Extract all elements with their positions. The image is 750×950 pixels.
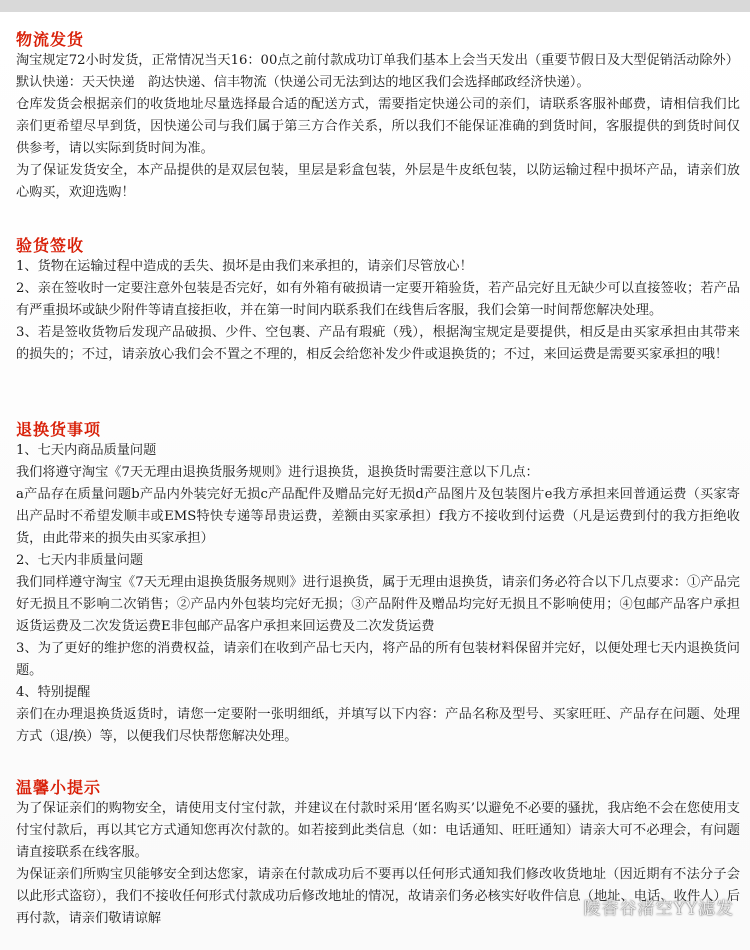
section-inspection (16, 236, 740, 366)
tips-paragraph-1: 为了保证亲们的购物安全，请使用支付宝付款，并建议在付款时采用‘匿名购买’以避免不必要的骚扰，我店绝不会在您使用支付宝付款后，再以其它方式通知您再次付款的。如若接到此类信息（如：电话通知、旺旺通知）请亲大可不必理会，有问题请直接联系在线客服。 (16, 801, 740, 860)
returns-item-1-title: 1、七天内商品质量问题 (16, 443, 157, 458)
inspection-paragraph-1: 1、货物在运输过程中造成的丢失、损坏是由我们来承担的，请亲们尽管放心！ (16, 259, 473, 274)
shipping-heading: 物流发货 (16, 30, 85, 49)
shop-policy-sheet (0, 12, 750, 950)
returns-item-4-details: 亲们在办理退换货返货时，请您一定要附一张明细纸，并填写以下内容：产品名称及型号、买家旺旺、产品存在问题、处理方式（退/换）等，以便我们尽快帮您解决处理。 (16, 707, 740, 744)
top-border-bar (0, 0, 750, 12)
inspection-heading: 验货签收 (16, 236, 85, 255)
tips-paragraph-2: 为保证亲们所购宝贝能够安全到达您家，请亲在付款成功后不要再以任何形式通知我们修改收货地址（因近期有不法分子会以此形式盗窃），我们不接收任何形式付款成功后修改地址的情况，故请亲们务必核实好收件信息（地址、电话、收件人）后再付款，请亲们敬请谅解 (16, 867, 740, 926)
shipping-paragraph-4: 为了保证发货安全，本产品提供的是双层包装，里层是彩盒包装，外层是牛皮纸包装，以防运输过程中损坏产品，请亲们放心购买，欢迎选购！ (16, 163, 740, 200)
returns-item-4-title: 4、特别提醒 (16, 685, 91, 700)
watermark-text: 陵香谷渚空YY滤发 (583, 899, 734, 919)
inspection-paragraph-2: 2、亲在签收时一定要注意外包装是否完好，如有外箱有破损请一定要开箱验货，若产品完好且无缺少可以直接签收；若产品有严重损坏或缺少附件等请直接拒收，并在第一时间内联系我们在线售后客服，我们会第一时间帮您解决处理。 (16, 281, 740, 318)
section-shipping (16, 30, 740, 204)
tips-heading: 温馨小提示 (16, 778, 102, 797)
shipping-paragraph-3: 仓库发货会根据亲们的收货地址尽量选择最合适的配送方式，需要指定快递公司的亲们，请联系客服补邮费，请相信我们比亲们更希望尽早到货，因快递公司与我们属于第三方合作关系，所以我们不能保证准确的到货时间，客服提供的到货时间仅供参考，请以实际到货时间为准。 (16, 97, 740, 156)
returns-item-1-intro: 我们将遵守淘宝《7天无理由退换货服务规则》进行退换货，退换货时需要注意以下几点： (16, 465, 539, 480)
returns-item-2-details: 我们同样遵守淘宝《7天无理由退换货服务规则》进行退换货，属于无理由退换货，请亲们务必符合以下几点要求：①产品完好无损且不影响二次销售；②产品内外包装均完好无损；③产品附件及赠品均完好无损且不影响使用；④包邮产品客户承担返货运费及二次发货运费E非包邮产品客户承担来回运费及二次发货运费 (16, 575, 740, 634)
returns-item-1-details: a产品存在质量问题b产品内外装完好无损c产品配件及赠品完好无损d产品图片及包装图片e我方承担来回普通运费（买家寄出产品时不希望发顺丰或EMS特快专递等昂贵运费，差额由买家承担）f我方不接收到付运费（凡是运费到付的我方拒绝收货，由此带来的损失由买家承担） (16, 487, 740, 546)
section-returns (16, 420, 740, 748)
section-tips (16, 778, 740, 930)
shipping-paragraph-1: 淘宝规定72小时发货，正常情况当天16：00点之前付款成功订单我们基本上会当天发出（重要节假日及大型促销活动除外） (16, 53, 739, 68)
returns-heading: 退换货事项 (16, 420, 102, 439)
shipping-paragraph-2: 默认快递：天天快递 韵达快递、信丰物流（快递公司无法到达的地区我们会选择邮政经济快递）。 (16, 75, 590, 90)
returns-item-2-title: 2、七天内非质量问题 (16, 553, 144, 568)
returns-item-3: 3、为了更好的维护您的消费权益，请亲们在收到产品七天内，将产品的所有包装材料保留并完好，以便处理七天内退换货问题。 (16, 641, 740, 678)
inspection-paragraph-3: 3、若是签收货物后发现产品破损、少件、空包裹、产品有瑕疵（残），根据淘宝规定是要提供，相反是由买家承担由其带来的损失的；不过，请亲放心我们会不置之不理的，相反会给您补发少件或退换货的；不过，来回运费是需要买家承担的哦！ (16, 325, 740, 362)
